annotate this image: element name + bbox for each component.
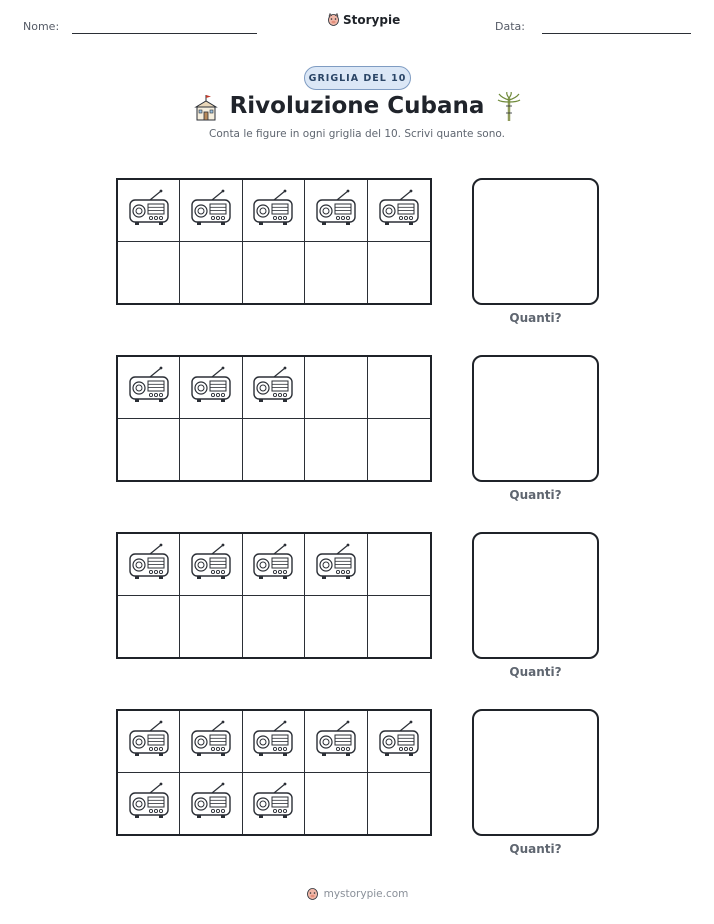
- pig-mascot-icon: [327, 12, 340, 27]
- ten-frame-cell: [305, 419, 367, 481]
- name-line[interactable]: [72, 33, 257, 34]
- answer-box[interactable]: [472, 355, 599, 482]
- radio-icon: [190, 188, 232, 232]
- ten-frame-cell: [180, 596, 242, 658]
- ten-frame-cell: [305, 596, 367, 658]
- radio-icon: [315, 719, 357, 763]
- pig-mascot-icon: [306, 886, 319, 901]
- instructions: Conta le figure in ogni griglia del 10. Scrivi quante sono.: [209, 128, 505, 140]
- footer-url[interactable]: mystorypie.com: [323, 887, 409, 900]
- ten-frame-cell: [305, 242, 367, 304]
- ten-frame-cell: [243, 242, 305, 304]
- radio-icon: [128, 781, 170, 825]
- footer: [0, 886, 714, 901]
- ten-frame: [116, 532, 432, 659]
- ten-frame-cell: [180, 357, 242, 419]
- ten-frame-cell: [118, 242, 180, 304]
- date-label: Data:: [495, 20, 525, 33]
- ten-frame-cell: [118, 419, 180, 481]
- radio-icon: [252, 781, 294, 825]
- ten-frame-cell: [180, 711, 242, 773]
- ten-frame-cell: [180, 419, 242, 481]
- ten-frame-cell: [305, 773, 367, 835]
- radio-icon: [128, 542, 170, 586]
- answer-label: Quanti?: [509, 665, 562, 679]
- radio-icon: [252, 542, 294, 586]
- radio-icon: [315, 188, 357, 232]
- answer-box[interactable]: [472, 532, 599, 659]
- brand: [327, 12, 400, 27]
- ten-frame-cell: [180, 534, 242, 596]
- radio-icon: [190, 781, 232, 825]
- sugarcane-icon: [497, 92, 521, 122]
- ten-frame: [116, 355, 432, 482]
- ten-frame-cell: [243, 773, 305, 835]
- ten-frame-cell: [180, 242, 242, 304]
- name-label: Nome:: [23, 20, 60, 33]
- radio-icon: [128, 365, 170, 409]
- ten-frame-cell: [243, 180, 305, 242]
- ten-frame-cell: [118, 711, 180, 773]
- ten-frame: [116, 178, 432, 305]
- ten-frame-cell: [118, 180, 180, 242]
- ten-frame-cell: [305, 534, 367, 596]
- ten-frame-cell: [180, 180, 242, 242]
- ten-frame-cell: [305, 180, 367, 242]
- radio-icon: [378, 719, 420, 763]
- ten-frame-cell: [243, 596, 305, 658]
- ten-frame-cell: [243, 419, 305, 481]
- ten-frame-cell: [118, 357, 180, 419]
- ten-frame-cell: [118, 534, 180, 596]
- ten-frame-cell: [368, 180, 430, 242]
- ten-frame-cell: [368, 419, 430, 481]
- page-title: Rivoluzione Cubana: [229, 93, 485, 119]
- ten-frame-cell: [118, 596, 180, 658]
- answer-label: Quanti?: [509, 488, 562, 502]
- ten-frame-cell: [368, 534, 430, 596]
- radio-icon: [378, 188, 420, 232]
- answer-label: Quanti?: [509, 842, 562, 856]
- ten-frame-cell: [305, 357, 367, 419]
- radio-icon: [315, 542, 357, 586]
- radio-icon: [252, 365, 294, 409]
- ten-frame-cell: [368, 711, 430, 773]
- ten-frame-cell: [180, 773, 242, 835]
- answer-box[interactable]: [472, 178, 599, 305]
- ten-frame-cell: [368, 242, 430, 304]
- ten-frame-cell: [368, 357, 430, 419]
- answer-label: Quanti?: [509, 311, 562, 325]
- ten-frame-cell: [243, 357, 305, 419]
- ten-frame-cell: [243, 534, 305, 596]
- ten-frame: [116, 709, 432, 836]
- brand-name: Storypie: [343, 12, 401, 27]
- radio-icon: [190, 365, 232, 409]
- ten-frame-cell: [118, 773, 180, 835]
- ten-frame-cell: [305, 711, 367, 773]
- radio-icon: [190, 542, 232, 586]
- radio-icon: [128, 188, 170, 232]
- answer-box[interactable]: [472, 709, 599, 836]
- date-line[interactable]: [542, 33, 691, 34]
- radio-icon: [252, 719, 294, 763]
- ten-frame-cell: [243, 711, 305, 773]
- ten-frame-cell: [368, 596, 430, 658]
- radio-icon: [252, 188, 294, 232]
- radio-icon: [190, 719, 232, 763]
- ten-frame-cell: [368, 773, 430, 835]
- radio-icon: [128, 719, 170, 763]
- worksheet-type-badge: GRIGLIA DEL 10: [304, 66, 411, 90]
